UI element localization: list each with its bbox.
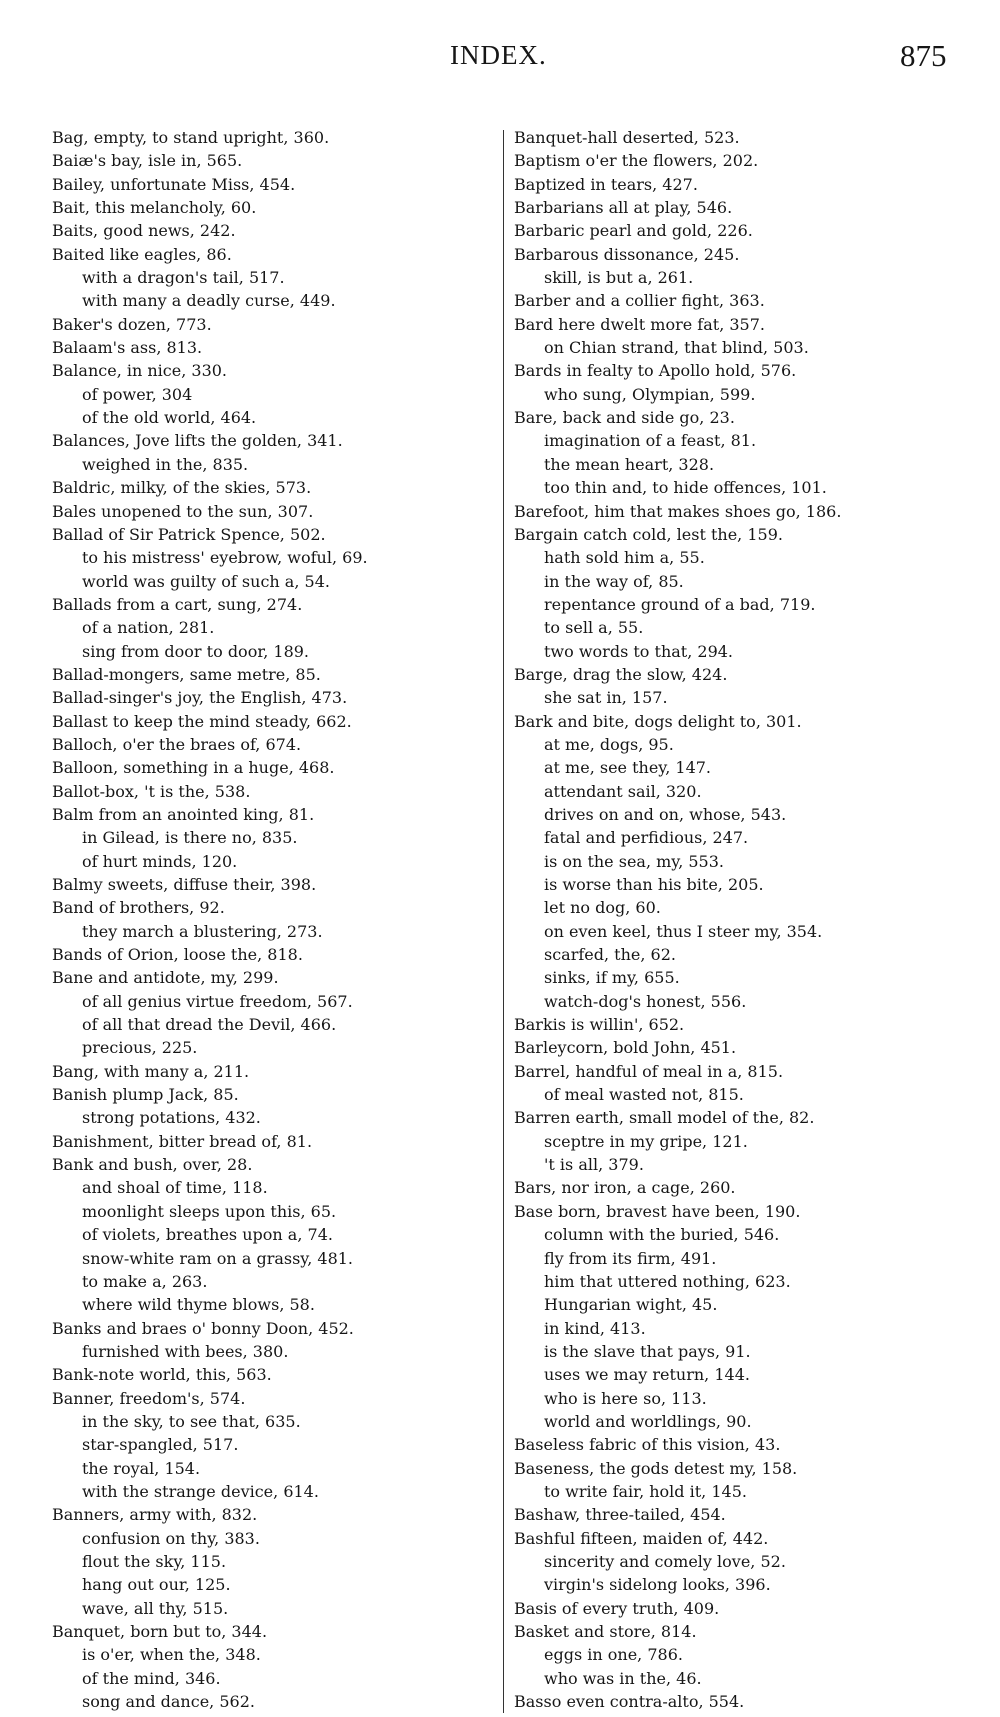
index-entry: Barbaric pearl and gold, 226. (514, 221, 753, 241)
index-entry: Bard here dwelt more fat, 357. (514, 314, 765, 334)
index-entry: Bashful fifteen, maiden of, 442. (514, 1528, 769, 1548)
index-entry: Ballast to keep the mind steady, 662. (52, 711, 352, 731)
index-subentry: the royal, 154. (82, 1458, 201, 1478)
index-subentry: with the strange device, 614. (82, 1481, 319, 1501)
index-entry: Bane and antidote, my, 299. (52, 968, 279, 988)
index-subentry: snow-white ram on a grassy, 481. (82, 1248, 354, 1268)
index-subentry: of meal wasted not, 815. (544, 1085, 744, 1105)
index-entry: Barrel, handful of meal in a, 815. (514, 1061, 784, 1081)
index-entry: Bands of Orion, loose the, 818. (52, 945, 303, 965)
index-subentry: column with the buried, 546. (544, 1225, 780, 1245)
index-entry: Balmy sweets, diffuse their, 398. (52, 875, 317, 894)
index-subentry: and shoal of time, 118. (82, 1178, 268, 1198)
index-entry: Bait, this melancholy, 60. (52, 198, 257, 218)
index-subentry: of all genius virtue freedom, 567. (82, 991, 353, 1011)
index-entry: Ballad of Sir Patrick Spence, 502. (52, 524, 326, 544)
index-subentry: imagination of a feast, 81. (544, 431, 757, 451)
index-entry: Basso even contra-alto, 554. (514, 1692, 745, 1712)
index-subentry: where wild thyme blows, 58. (82, 1295, 315, 1315)
index-subentry: they march a blustering, 273. (82, 921, 323, 941)
index-subentry: 't is all, 379. (544, 1155, 644, 1175)
index-entry: Baited like eagles, 86. (52, 244, 232, 264)
index-subentry: of all that dread the Devil, 466. (82, 1015, 337, 1035)
index-subentry: the mean heart, 328. (544, 454, 715, 474)
index-subentry: in Gilead, is there no, 835. (82, 828, 298, 848)
index-subentry: in kind, 413. (544, 1318, 646, 1338)
page-number: 875 (900, 38, 947, 73)
index-entry: Bales unopened to the sun, 307. (52, 501, 314, 521)
index-subentry: eggs in one, 786. (544, 1645, 683, 1665)
index-entry: Baptism o'er the flowers, 202. (514, 151, 759, 171)
index-entry: Baptized in tears, 427. (514, 174, 698, 194)
index-entry: Banish plump Jack, 85. (52, 1085, 239, 1105)
index-subentry: him that uttered nothing, 623. (544, 1271, 791, 1291)
index-entry: Basket and store, 814. (514, 1622, 697, 1641)
index-entry: Balaam's ass, 813. (52, 338, 203, 358)
index-subentry: uses we may return, 144. (544, 1365, 750, 1385)
index-entry: Banners, army with, 832. (52, 1505, 258, 1525)
index-entry: Bang, with many a, 211. (52, 1061, 250, 1081)
index-subentry: who is here so, 113. (544, 1388, 707, 1408)
index-subentry: is the slave that pays, 91. (544, 1341, 751, 1361)
index-entry: Base born, bravest have been, 190. (514, 1201, 801, 1221)
index-entry: Bargain catch cold, lest the, 159. (514, 524, 783, 544)
index-column-left (52, 126, 492, 1713)
index-subentry: in the way of, 85. (544, 571, 684, 591)
index-subentry: to make a, 263. (82, 1271, 208, 1291)
index-entry: Ballad-mongers, same metre, 85. (52, 664, 321, 684)
index-entry: Barkis is willin', 652. (514, 1015, 685, 1035)
index-entry: Bars, nor iron, a cage, 260. (514, 1178, 736, 1198)
index-subentry: with a dragon's tail, 517. (82, 268, 285, 288)
index-subentry: repentance ground of a bad, 719. (544, 594, 816, 614)
page-title: INDEX. (450, 40, 547, 70)
index-subentry: world was guilty of such a, 54. (82, 571, 330, 591)
index-subentry: fatal and perfidious, 247. (544, 828, 749, 848)
index-subentry: virgin's sidelong looks, 396. (544, 1575, 771, 1595)
index-subentry: with many a deadly curse, 449. (82, 291, 336, 311)
index-subentry: of a nation, 281. (82, 618, 215, 638)
index-subentry: skill, is but a, 261. (544, 268, 694, 288)
index-subentry: of hurt minds, 120. (82, 851, 238, 871)
index-entry: Bank-note world, this, 563. (52, 1365, 272, 1385)
index-subentry: to write fair, hold it, 145. (544, 1481, 747, 1501)
index-subentry: strong potations, 432. (82, 1108, 261, 1128)
index-subentry: attendant sail, 320. (544, 781, 702, 801)
index-subentry: on Chian strand, that blind, 503. (544, 338, 809, 358)
index-entry: Bark and bite, dogs delight to, 301. (514, 711, 802, 731)
index-subentry: of violets, breathes upon a, 74. (82, 1225, 333, 1245)
index-entry: Bashaw, three-tailed, 454. (514, 1505, 726, 1525)
index-subentry: sing from door to door, 189. (82, 641, 310, 661)
index-entry: Barge, drag the slow, 424. (514, 664, 728, 684)
index-subentry: moonlight sleeps upon this, 65. (82, 1201, 337, 1221)
index-entry: Bank and bush, over, 28. (52, 1155, 253, 1175)
index-entry: Banks and braes o' bonny Doon, 452. (52, 1318, 354, 1338)
index-subentry: to his mistress' eyebrow, woful, 69. (82, 548, 368, 568)
index-subentry: is on the sea, my, 553. (544, 851, 724, 871)
index-subentry: at me, dogs, 95. (544, 734, 674, 754)
index-entry: Barren earth, small model of the, 82. (514, 1108, 815, 1128)
index-entry: Band of brothers, 92. (52, 898, 225, 918)
index-subentry: to sell a, 55. (544, 618, 644, 638)
index-entry: Baseless fabric of this vision, 43. (514, 1435, 781, 1455)
index-entry: Banquet, born but to, 344. (52, 1622, 268, 1641)
index-entry: Barleycorn, bold John, 451. (514, 1038, 737, 1058)
index-subentry: wave, all thy, 515. (82, 1598, 229, 1618)
index-subentry: flout the sky, 115. (82, 1551, 227, 1571)
index-entry: Balances, Jove lifts the golden, 341. (52, 431, 343, 451)
index-entry: Banner, freedom's, 574. (52, 1388, 246, 1408)
index-subentry: star-spangled, 517. (82, 1435, 239, 1455)
index-subentry: sincerity and comely love, 52. (544, 1551, 786, 1571)
index-subentry: drives on and on, whose, 543. (544, 804, 787, 824)
index-entry: Baiæ's bay, isle in, 565. (52, 151, 243, 171)
index-subentry: of the mind, 346. (82, 1668, 221, 1688)
index-entry: Balloon, something in a huge, 468. (52, 758, 335, 778)
index-subentry: who was in the, 46. (544, 1668, 702, 1688)
index-subentry: Hungarian wight, 45. (544, 1295, 718, 1315)
index-subentry: scarfed, the, 62. (544, 945, 676, 965)
index-entry: Balance, in nice, 330. (52, 361, 228, 381)
index-entry: Barbarians all at play, 546. (514, 198, 733, 218)
index-subentry: who sung, Olympian, 599. (544, 384, 756, 404)
index-entry: Banishment, bitter bread of, 81. (52, 1131, 313, 1151)
index-subentry: sinks, if my, 655. (544, 968, 680, 988)
index-entry: Baker's dozen, 773. (52, 314, 212, 334)
index-entry: Bards in fealty to Apollo hold, 576. (514, 361, 797, 381)
index-subentry: hath sold him a, 55. (544, 548, 705, 568)
index-subentry: in the sky, to see that, 635. (82, 1411, 301, 1431)
index-entry: Barber and a collier fight, 363. (514, 291, 765, 311)
index-subentry: she sat in, 157. (544, 688, 668, 708)
index-entry: Balloch, o'er the braes of, 674. (52, 734, 302, 754)
index-subentry: fly from its firm, 491. (544, 1248, 717, 1268)
index-entry: Basis of every truth, 409. (514, 1598, 720, 1618)
index-subentry: confusion on thy, 383. (82, 1528, 260, 1548)
index-entry: Bailey, unfortunate Miss, 454. (52, 174, 296, 194)
index-entry: Ballad-singer's joy, the English, 473. (52, 688, 348, 708)
index-entry: Ballads from a cart, sung, 274. (52, 594, 303, 614)
index-entry: Bag, empty, to stand upright, 360. (52, 128, 330, 147)
index-entry: Ballot-box, 't is the, 538. (52, 781, 251, 801)
column-divider (503, 130, 504, 1713)
index-subentry: hang out our, 125. (82, 1575, 231, 1595)
index-subentry: too thin and, to hide offences, 101. (544, 478, 827, 498)
index-subentry: weighed in the, 835. (82, 454, 249, 474)
index-subentry: is o'er, when the, 348. (82, 1645, 261, 1665)
index-entry: Bare, back and side go, 23. (514, 408, 735, 428)
page-header (0, 40, 1000, 80)
index-subentry: song and dance, 562. (82, 1692, 255, 1712)
index-subentry: is worse than his bite, 205. (544, 875, 764, 894)
index-entry: Barefoot, him that makes shoes go, 186. (514, 501, 842, 521)
index-subentry: furnished with bees, 380. (82, 1341, 289, 1361)
index-entry: Baldric, milky, of the skies, 573. (52, 478, 312, 498)
index-entry: Baseness, the gods detest my, 158. (514, 1458, 798, 1478)
index-subentry: of power, 304 (82, 384, 193, 404)
index-subentry: on even keel, thus I steer my, 354. (544, 921, 823, 941)
index-subentry: let no dog, 60. (544, 898, 661, 918)
index-subentry: sceptre in my gripe, 121. (544, 1131, 748, 1151)
index-column-right (514, 126, 954, 1713)
index-subentry: at me, see they, 147. (544, 758, 712, 778)
index-entry: Barbarous dissonance, 245. (514, 244, 740, 264)
index-subentry: precious, 225. (82, 1038, 198, 1058)
index-entry: Balm from an anointed king, 81. (52, 804, 315, 824)
index-subentry: two words to that, 294. (544, 641, 734, 661)
index-subentry: of the old world, 464. (82, 408, 257, 428)
index-entry: Baits, good news, 242. (52, 221, 236, 241)
index-subentry: watch-dog's honest, 556. (544, 991, 747, 1011)
index-subentry: world and worldlings, 90. (544, 1411, 752, 1431)
index-entry: Banquet-hall deserted, 523. (514, 128, 740, 147)
